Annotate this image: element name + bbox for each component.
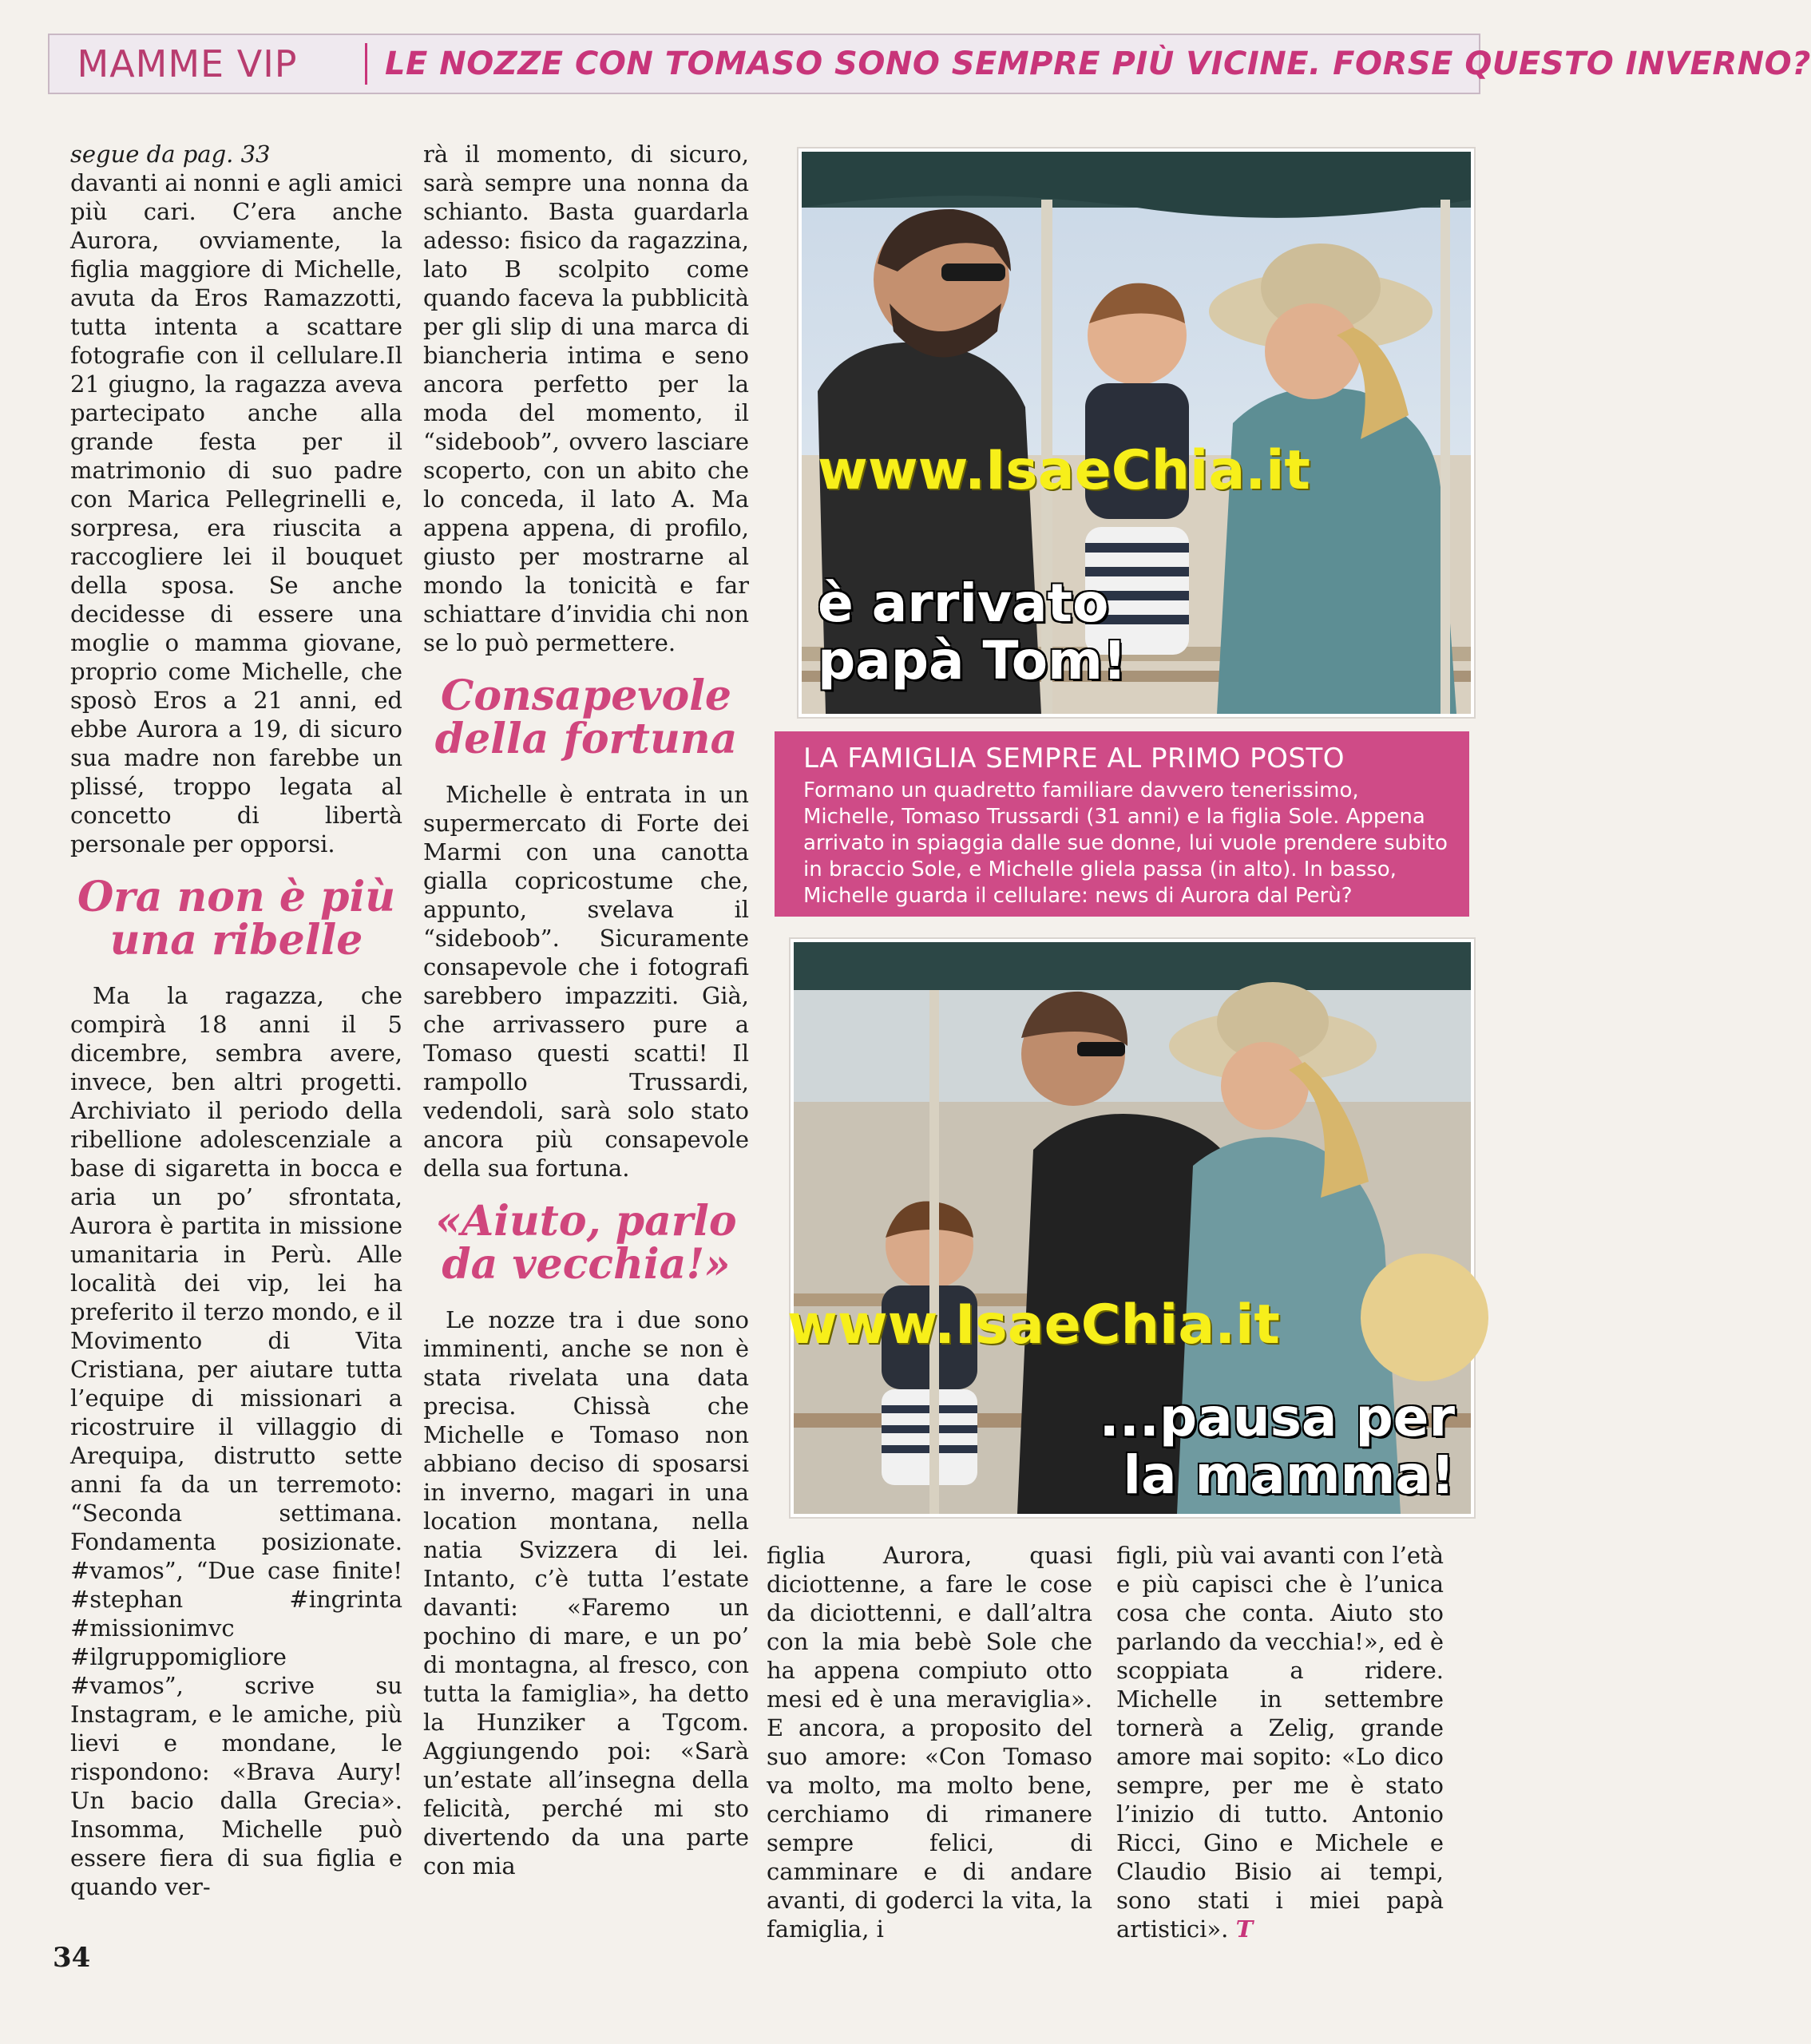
photo-caption-box: [775, 731, 1469, 917]
photo-caption-top: [818, 572, 1127, 691]
caption-box-title: LA FAMIGLIA SEMPRE AL PRIMO POSTO: [803, 743, 1345, 774]
section-rubric: MAMME VIP: [77, 42, 298, 85]
subheading: Consapevole della fortuna: [434, 671, 738, 763]
article-column-3: [767, 1541, 1092, 1943]
paragraph: figlia Aurora, quasi diciottenne, a fare le cose da diciottenni, e dall’altra con la mia bebè Sole che ha appena compiuto otto mesi ed è una meraviglia». E ancora, a proposito del suo amore: «Con Tomaso va molto, ma molto bene, cerchiamo di rimanere sempre felici, di camminare e di andare avanti, di goderci la vita, la famiglia, i: [767, 1542, 1092, 1943]
article-column-2: [423, 140, 749, 1880]
paragraph: Ma la ragazza, che compirà 18 anni il 5 dicembre, sembra avere, invece, ben altri progetti. Archiviato il periodo della ribellione adolescenziale a base di sigaretta in bocca e aria un po’ sfrontata, Aurora è partita in missione umanitaria in Perù. Alle località dei vip, lei ha preferito il terzo mondo, e il Movimento di Vita Cristiana, per aiutare tutta l’equipe di missionari a ricostruire il villaggio di Arequipa, distrutto sette anni fa da un terremoto: “Seconda settimana. Fondamenta posizionate. #vamos”, “Due case finite! #stephan #ingrinta #missionimvc #ilgruppomigliore #vamos”, scrive su Instagram, e le amiche, più lievi e mondane, le rispondono: «Brava Aury! Un bacio dalla Grecia». Insomma, Michelle può essere fiera di sua figlia e quando ver-: [70, 982, 402, 1900]
article-column-4: [1116, 1541, 1444, 1943]
page-number: 34: [53, 1942, 91, 1974]
header-divider: [365, 43, 367, 85]
author-signature: T: [1235, 1915, 1254, 1943]
photo-family-top: [799, 149, 1474, 717]
caption-line: papà Tom!: [818, 630, 1127, 691]
paragraph: rà il momento, di sicuro, sarà sempre una nonna da schianto. Basta guardarla adesso: fisico da ragazzina, lato B scolpito come quando faceva la pubblicità per gli slip di una marca di biancheria intima e seno ancora perfetto per la moda del momento, il “sideboob”, ovvero lasciare scoperto, con un abito che lo conceda, il lato A. Ma appena appena, di profilo, giusto per mostrarne al mondo la tonicità e far schiattare d’invidia chi non se lo può permettere.: [423, 141, 749, 656]
paragraph: Michelle è entrata in un supermercato di Forte dei Marmi con una canotta gialla copricostume che, appunto, svelava il “sideboob”. Sicuramente consapevole che i fotografi sarebbero impazziti. Già, che arrivassero pure a Tomaso questi scatti! Il rampollo Trussardi, vedendoli, sarà solo stato ancora più consapevole della sua fortuna.: [423, 781, 749, 1182]
continued-note: segue da pag. 33: [70, 141, 271, 168]
caption-box-text: Formano un quadretto familiare davvero tenerissimo, Michelle, Tomaso Trussardi (31 anni) e la figlia Sole. Appena arrivato in spiaggia dalle sue donne, lui vuole prendere subito in braccio Sole, e Michelle gliela passa (in alto). In basso, Michelle guarda il cellulare: news di Aurora dal Perù?: [803, 778, 1448, 908]
photo-caption-bottom: [1100, 1389, 1455, 1504]
paragraph: [1116, 1541, 1444, 1943]
watermark: www.IsaeChia.it: [787, 1293, 1280, 1357]
photo-family-bottom: [787, 939, 1474, 1517]
page-headline: LE NOZZE CON TOMASO SONO SEMPRE PIÙ VICINE. FORSE QUESTO INVERNO?: [385, 46, 1811, 82]
subheading: Ora non è più una ribelle: [77, 873, 395, 965]
paragraph-text: figli, più vai avanti con l’età e più capisci che è l’unica cosa che conta. Aiuto sto parlando da vecchia!», ed è scoppiata a ridere. Michelle in settembre tornerà a Zelig, grande amore mai sopito: «Lo dico sempre, per me è stato l’inizio di tutto. Antonio Ricci, Gino e Michele e Claudio Bisio ai tempi, sono stati i miei papà artistici».: [1116, 1542, 1444, 1943]
paragraph: Le nozze tra i due sono imminenti, anche se non è stata rivelata una data precisa. Chissà che Michelle e Tomaso non abbiano deciso di sposarsi in inverno, magari in una location montana, nella natia Svizzera di lei. Intanto, c’è tutta l’estate davanti: «Faremo un pochino di mare, e un po’ di montagna, al fresco, con tutta la famiglia», ha detto la Hunziker a Tgcom. Aggiungendo poi: «Sarà un’estate all’insegna della felicità, perché mi sto divertendo da una parte con mia: [423, 1306, 749, 1880]
article-column-1: [70, 140, 402, 1901]
caption-line: la mamma!: [1123, 1444, 1455, 1506]
caption-line: è arrivato: [818, 572, 1109, 634]
caption-line: ...pausa per: [1099, 1387, 1455, 1448]
subheading: «Aiuto, parlo da vecchia!»: [435, 1197, 737, 1289]
paragraph: davanti ai nonni e agli amici più cari. C’era anche Aurora, ovviamente, la figlia maggiore di Michelle, avuta da Eros Ramazzotti, tutta intenta a scattare fotografie con il cellulare.Il 21 giugno, la ragazza aveva partecipato anche alla grande festa per il matrimonio di suo padre con Marica Pellegrinelli e, sorpresa, era riuscita a raccogliere lei il bouquet della sposa. Se anche decidesse di essere una moglie o mamma giovane, proprio come Michelle, che sposò Eros a 21 anni, ed ebbe Aurora a 19, di sicuro sua madre non farebbe un plissé, troppo legata al concetto di libertà personale per opporsi.: [70, 169, 402, 858]
watermark: www.IsaeChia.it: [818, 439, 1310, 502]
page-header: [48, 34, 1811, 94]
